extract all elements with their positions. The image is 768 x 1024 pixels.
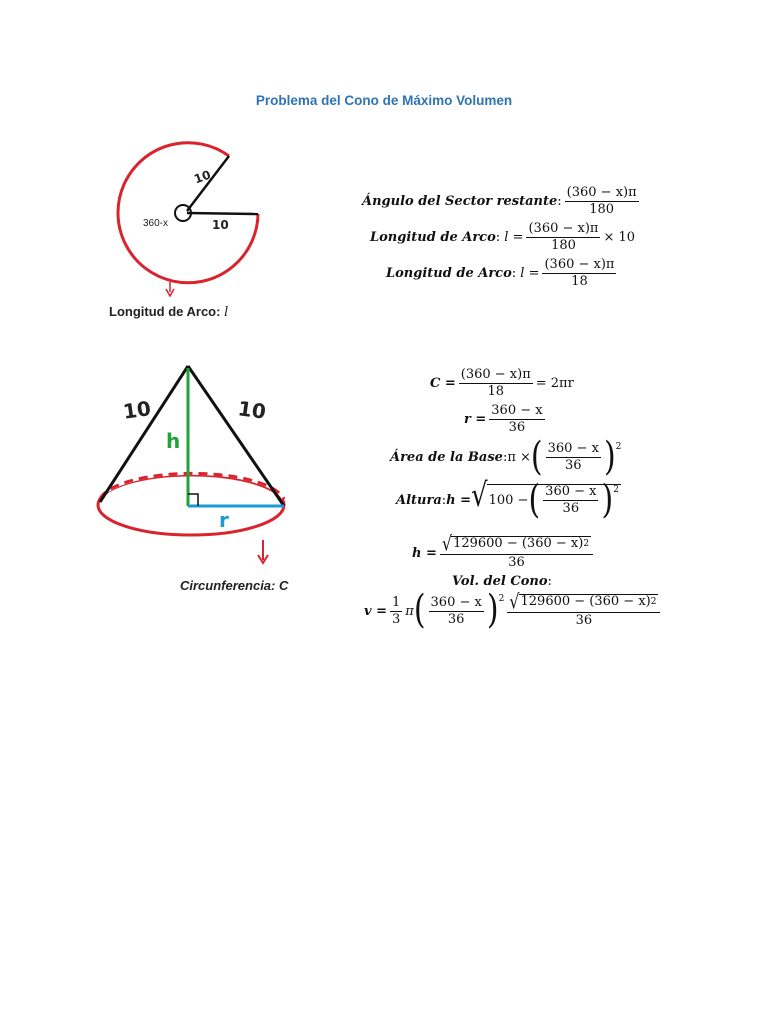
eq10-pi: π bbox=[405, 603, 414, 619]
eq8-radicand bbox=[451, 536, 591, 552]
eq6-pre: π × bbox=[507, 450, 531, 466]
eq10-radicand bbox=[519, 594, 659, 610]
cone-side-left-label: 10 bbox=[121, 396, 153, 424]
eq2-den: 180 bbox=[551, 238, 576, 254]
equation-height-2 bbox=[412, 531, 596, 571]
eq10-sqrt bbox=[509, 589, 658, 614]
page-title: Problema del Cono de Máximo Volumen bbox=[255, 93, 513, 108]
equation-volume-label: Vol. del Cono : bbox=[452, 574, 552, 589]
eq3-num: (360 − x)π bbox=[542, 258, 616, 274]
eq7-den: 36 bbox=[562, 501, 580, 517]
eq3-fraction bbox=[542, 258, 616, 290]
eq10-den: 36 bbox=[447, 611, 465, 627]
eq10-f-num: 1 bbox=[390, 596, 402, 612]
equation-volume bbox=[364, 587, 663, 634]
equation-arc-length-2: Longitud de Arco : l = $\frac{(360 - x)\pi}{18}$ bbox=[386, 257, 615, 290]
eq5-num: 360 − x bbox=[489, 404, 544, 420]
eq1-fraction bbox=[565, 186, 639, 218]
eq8-fraction bbox=[440, 531, 593, 571]
radius-label-right: 10 bbox=[212, 218, 229, 232]
eq8-rad: 129600 − (360 − x) bbox=[453, 536, 584, 552]
eq7-num: 360 − x bbox=[543, 485, 598, 501]
eq10-num2 bbox=[507, 589, 660, 614]
equation-radius bbox=[464, 404, 548, 436]
sector-radius-right bbox=[187, 213, 258, 214]
eq10-paren-close: ) bbox=[486, 587, 499, 634]
eq2-label: Longitud de Arco bbox=[370, 230, 496, 246]
eq10-rad: 129600 − (360 − x) bbox=[520, 594, 651, 610]
equation-base-area: Área de la Base : π × ( $\frac{360 - x}{36}$ ) $^2$ bbox=[390, 434, 622, 480]
eq10-fraction bbox=[429, 596, 484, 628]
eq2-num: (360 − x)π bbox=[526, 222, 600, 238]
cone-side-right bbox=[188, 366, 284, 506]
circumference-caption: Circunferencia: C bbox=[180, 578, 289, 593]
eq8-sqrt bbox=[441, 531, 591, 556]
eq10-exp: 2 bbox=[498, 594, 505, 604]
eq1-den: 180 bbox=[589, 202, 615, 218]
eq10-fraction-2 bbox=[507, 589, 660, 629]
angle-label: 360-x bbox=[143, 218, 169, 229]
eq6-label: Área de la Base bbox=[390, 450, 503, 466]
eq1-num: (360 − x)π bbox=[565, 186, 639, 202]
eq10-f-den: 3 bbox=[391, 611, 401, 627]
eq10-paren-open: ( bbox=[413, 587, 426, 634]
eq8-exp: 2 bbox=[583, 538, 590, 549]
eq4-lhs: C = bbox=[430, 376, 456, 392]
eq7-var: h = bbox=[446, 492, 472, 508]
sector-radius-top bbox=[187, 156, 229, 211]
eq10-lhs: v = bbox=[364, 603, 387, 619]
eq8-den: 36 bbox=[508, 555, 525, 571]
radius-label: r bbox=[219, 508, 229, 532]
eq7-paren-open: ( bbox=[528, 477, 541, 523]
sqrt-symbol: √ bbox=[509, 589, 520, 614]
eq7-fraction bbox=[543, 485, 598, 517]
eq10-den2: 36 bbox=[575, 613, 593, 629]
eq6-paren-close: ) bbox=[603, 434, 616, 480]
eq4-rhs: = 2πr bbox=[535, 376, 574, 392]
eq8-lhs: h = bbox=[412, 545, 437, 561]
cone-side-right-label: 10 bbox=[236, 396, 268, 424]
eq10-rad-exp: 2 bbox=[650, 596, 657, 607]
eq10-third bbox=[390, 596, 402, 628]
cone-base-back-dashed bbox=[100, 473, 284, 499]
eq3-var: l = bbox=[520, 266, 540, 282]
eq2-tail: × 10 bbox=[603, 230, 636, 246]
radius-label-top: 10 bbox=[192, 167, 213, 187]
eq6-num: 360 − x bbox=[546, 442, 601, 458]
equation-sector-angle: Ángulo del Sector restante : $\frac{(360 - x)\pi}{180}$ bbox=[362, 185, 637, 218]
eq7-exp: 2 bbox=[613, 485, 619, 495]
eq4-fraction bbox=[459, 368, 533, 400]
equation-height-1: Altura : h = √ 100 − ( $\frac{360 - x}{36}$ ) $^2$ bbox=[396, 477, 619, 523]
arc-length-symbol: l bbox=[224, 305, 229, 320]
eq7-pre: 100 − bbox=[488, 493, 529, 509]
eq4-den: 18 bbox=[487, 384, 505, 400]
eq3-label: Longitud de Arco bbox=[386, 266, 512, 282]
eq8-num bbox=[440, 531, 593, 556]
sqrt-symbol: √ bbox=[471, 477, 488, 515]
eq6-paren-open: ( bbox=[530, 434, 543, 480]
eq7-paren-close: ) bbox=[601, 477, 614, 523]
eq4-num: (360 − x)π bbox=[459, 368, 533, 384]
eq3-den: 18 bbox=[571, 274, 588, 290]
sqrt-symbol: √ bbox=[441, 531, 453, 556]
eq10-num: 360 − x bbox=[429, 596, 484, 612]
eq6-exp: 2 bbox=[615, 442, 622, 452]
eq9-label: Vol. del Cono bbox=[452, 574, 548, 589]
equation-arc-length-1: Longitud de Arco : l = $\frac{(360 - x)\pi}{180}$ × 10 bbox=[370, 221, 636, 254]
arc-length-caption bbox=[109, 304, 228, 320]
eq7-label: Altura bbox=[396, 492, 442, 508]
eq5-fraction bbox=[489, 404, 544, 436]
eq6-den: 36 bbox=[565, 458, 582, 474]
eq5-den: 36 bbox=[508, 420, 526, 436]
equation-circumference bbox=[430, 368, 574, 400]
arc-length-caption-text: Longitud de Arco: bbox=[109, 304, 221, 319]
eq2-var: l = bbox=[504, 230, 524, 246]
eq6-fraction bbox=[546, 442, 601, 474]
eq1-label: Ángulo del Sector restante bbox=[362, 194, 558, 210]
height-label: h bbox=[166, 429, 181, 453]
eq5-lhs: r = bbox=[464, 412, 487, 428]
eq2-fraction bbox=[526, 222, 600, 254]
